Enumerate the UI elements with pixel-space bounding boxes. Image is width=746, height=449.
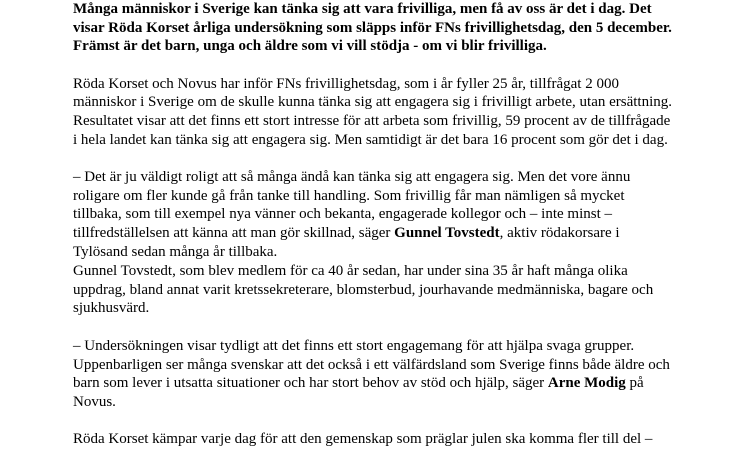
- press-release-document: [73, 0, 743, 449]
- paragraph-spacer: [73, 56, 743, 75]
- body-line: Uppenbarligen ser många svenskar att det också i ett välfärdsland som Sverige finns både äldre och: [73, 356, 670, 373]
- lead-line: visar Röda Korset årliga undersökning som släpps inför FNs frivillighetsdag, den 5 december.: [73, 19, 672, 36]
- body-line: Resultatet visar att det finns ett stort intresse för att arbeta som frivillig, 59 procent av de tillfrågade: [73, 112, 671, 129]
- body-line: uppdrag, bland annat varit kretssekreterare, blomsterbud, jourhavande medmänniska, bagare och: [73, 281, 654, 298]
- body-text: tillfredställelsen att känna att man gör skillnad, säger: [73, 224, 395, 241]
- body-line: Gunnel Tovstedt, som blev medlem för ca 40 år sedan, har under sina 35 år haft många olika: [73, 263, 628, 280]
- paragraph-spacer: [73, 318, 743, 337]
- body-line: – Det är ju väldigt roligt att så många ändå kan tänka sig att engagera sig. Men det vore ännu: [73, 169, 631, 186]
- paragraph-spacer: [73, 411, 743, 430]
- body-line: i hela landet kan tänka sig att engagera sig. Men samtidigt är det bara 16 procent som gör det i dag.: [73, 131, 668, 148]
- body-line: tillbaka, som till exempel nya vänner och bekanta, engagerade kollegor och – inte minst –: [73, 206, 612, 223]
- lead-line: Många människor i Sverige kan tänka sig att vara frivilliga, men få av oss är det i dag. Det: [73, 1, 652, 17]
- body-line: Tylösand sedan många år tillbaka.: [73, 243, 278, 260]
- lead-line: Främst är det barn, unga och äldre som vi vill stödja - om vi blir frivilliga.: [73, 38, 547, 55]
- quote-paragraph-tovstedt: [73, 168, 743, 261]
- body-line: människor i Sverige om de skulle kunna tänka sig att engagera sig i frivilligt arbete, utan ersättning.: [73, 94, 673, 111]
- lead-paragraph: [73, 0, 743, 56]
- body-line: sjukhusvärd.: [73, 300, 150, 317]
- survey-paragraph: [73, 75, 743, 149]
- body-line: Röda Korset och Novus har inför FNs frivillighetsdag, som i år fyller 25 år, tillfrågat 2 000: [73, 75, 619, 92]
- bio-paragraph: [73, 262, 743, 318]
- quote-paragraph-modig: [73, 337, 743, 411]
- body-line: roligare om fler kunde gå från tanke till handling. Som frivillig får man nämligen så mycket: [73, 187, 625, 204]
- body-line: [73, 224, 743, 243]
- body-text: på: [625, 375, 644, 392]
- paragraph-spacer: [73, 149, 743, 168]
- body-line: Röda Korset kämpar varje dag för att den gemenskap som präglar julen ska komma fler till del –: [73, 431, 653, 448]
- body-text: , aktiv rödakorsare i: [499, 224, 620, 241]
- body-line: [73, 374, 743, 393]
- body-line: – Undersökningen visar tydligt att det finns ett stort engagemang för att hjälpa svaga grupper.: [73, 337, 635, 354]
- body-line: Novus.: [73, 393, 116, 410]
- body-text: barn som lever i utsatta situationer och har stort behov av stöd och hjälp, säger: [73, 375, 548, 392]
- person-name-tovstedt: Gunnel Tovstedt: [394, 224, 500, 241]
- person-name-modig: Arne Modig: [547, 375, 626, 392]
- closing-paragraph: [73, 430, 743, 449]
